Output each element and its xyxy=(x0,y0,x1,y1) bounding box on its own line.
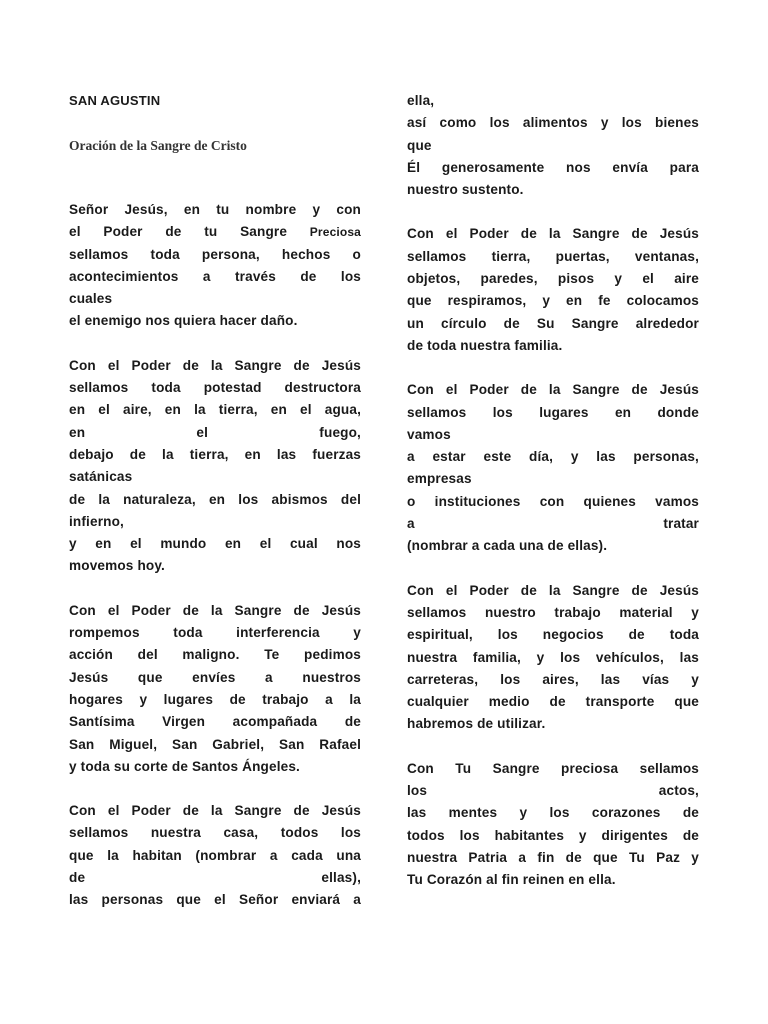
text-line: sellamos toda potestad destructora xyxy=(69,380,361,396)
paragraph xyxy=(407,223,699,357)
text-line: Santísima Virgen acompañada de xyxy=(69,714,361,730)
paragraph xyxy=(407,580,699,736)
text-line: en el aire, en la tierra, en el agua, xyxy=(69,402,361,418)
text-line: Jesús que envíes a nuestros xyxy=(69,669,361,685)
text-line: Él generosamente nos envía para xyxy=(407,159,699,175)
text-line: sellamos tierra, puertas, ventanas, xyxy=(407,248,699,264)
text-line: sellamos toda persona, hechos o xyxy=(69,246,361,262)
text-line: cualquier medio de transporte que xyxy=(407,694,699,710)
text-line: habremos de utilizar. xyxy=(407,716,546,732)
left-column xyxy=(69,92,361,912)
text-line: nuestra familia, y los vehículos, las xyxy=(407,649,699,665)
text-line: y en el mundo en el cual nos xyxy=(69,536,361,552)
text-line: nuestra Patria a fin de que Tu Paz y xyxy=(407,849,699,865)
text-line: vamos xyxy=(407,426,451,442)
text-line: Tu Corazón al fin reinen en ella. xyxy=(407,872,616,888)
text-line: Señor Jesús, en tu nombre y con xyxy=(69,202,361,217)
text-line: que respiramos, y en fe colocamos xyxy=(407,293,699,309)
text-line: así como los alimentos y los bienes xyxy=(407,115,699,131)
text-line: nuestro sustento. xyxy=(407,182,524,198)
text-line: el enemigo nos quiera hacer daño. xyxy=(69,313,298,329)
paragraph xyxy=(69,199,361,333)
text-line: a tratar xyxy=(407,516,699,532)
text-line xyxy=(69,221,361,243)
text-line: ella, xyxy=(407,93,435,108)
text-line: carreteras, los aires, las vías y xyxy=(407,671,699,687)
paragraph xyxy=(69,355,361,578)
text-line: acción del maligno. Te pedimos xyxy=(69,647,361,663)
text-line: Con el Poder de la Sangre de Jesús xyxy=(69,357,361,373)
text-line: Con el Poder de la Sangre de Jesús xyxy=(407,226,699,242)
text-line: Con el Poder de la Sangre de Jesús xyxy=(69,803,361,819)
text-line: las personas que el Señor enviará a xyxy=(69,892,361,908)
text-line: Con el Poder de la Sangre de Jesús xyxy=(69,602,361,618)
text-line: de la naturaleza, en los abismos del xyxy=(69,491,361,507)
text-line: movemos hoy. xyxy=(69,558,165,574)
text-line: debajo de la tierra, en las fuerzas xyxy=(69,446,361,462)
paragraph xyxy=(407,379,699,557)
text-line: un círculo de Su Sangre alrededor xyxy=(407,315,699,331)
text-line: sellamos los lugares en donde xyxy=(407,404,699,420)
text-line: hogares y lugares de trabajo a la xyxy=(69,691,361,707)
text-line: todos los habitantes y dirigentes de xyxy=(407,827,699,843)
text-line: en el fuego, xyxy=(69,424,361,440)
paragraph xyxy=(69,800,361,911)
text-line: sellamos nuestro trabajo material y xyxy=(407,604,699,620)
text-line: San Miguel, San Gabriel, San Rafael xyxy=(69,736,361,752)
right-column xyxy=(407,90,699,892)
text-line: (nombrar a cada una de ellas). xyxy=(407,538,608,554)
text-line: las mentes y los corazones de xyxy=(407,805,699,821)
text-line: espiritual, los negocios de toda xyxy=(407,627,699,643)
paragraph xyxy=(69,600,361,778)
text-line: empresas xyxy=(407,471,472,487)
paragraph xyxy=(407,90,699,201)
text-line: satánicas xyxy=(69,469,133,485)
text-line: de ellas), xyxy=(69,870,361,886)
text-line: Con Tu Sangre preciosa sellamos xyxy=(407,760,699,776)
document-title: SAN AGUSTIN xyxy=(69,93,161,108)
text-line: Con el Poder de la Sangre de Jesús xyxy=(407,382,699,398)
text-line: y toda su corte de Santos Ángeles. xyxy=(69,758,300,774)
document-subtitle: Oración de la Sangre de Cristo xyxy=(69,138,247,153)
text-line: rompemos toda interferencia y xyxy=(69,625,361,641)
paragraph xyxy=(407,758,699,892)
text-line: los actos, xyxy=(407,783,699,799)
text-line: sellamos nuestra casa, todos los xyxy=(69,825,361,841)
text-line-small-word: Preciosa xyxy=(309,225,361,240)
text-line: Con el Poder de la Sangre de Jesús xyxy=(407,582,699,598)
text-line: cuales xyxy=(69,291,113,307)
text-line: de toda nuestra familia. xyxy=(407,337,563,353)
text-line: acontecimientos a través de los xyxy=(69,268,361,284)
text-line: a estar este día, y las personas, xyxy=(407,449,699,465)
text-line-part: el Poder de tu Sangre xyxy=(69,224,310,240)
text-line: que xyxy=(407,137,432,153)
text-line: o instituciones con quienes vamos xyxy=(407,493,699,509)
left-column-text xyxy=(69,199,361,912)
text-line: objetos, paredes, pisos y el aire xyxy=(407,271,699,287)
text-line: infierno, xyxy=(69,513,124,529)
text-line: que la habitan (nombrar a cada una xyxy=(69,847,361,863)
